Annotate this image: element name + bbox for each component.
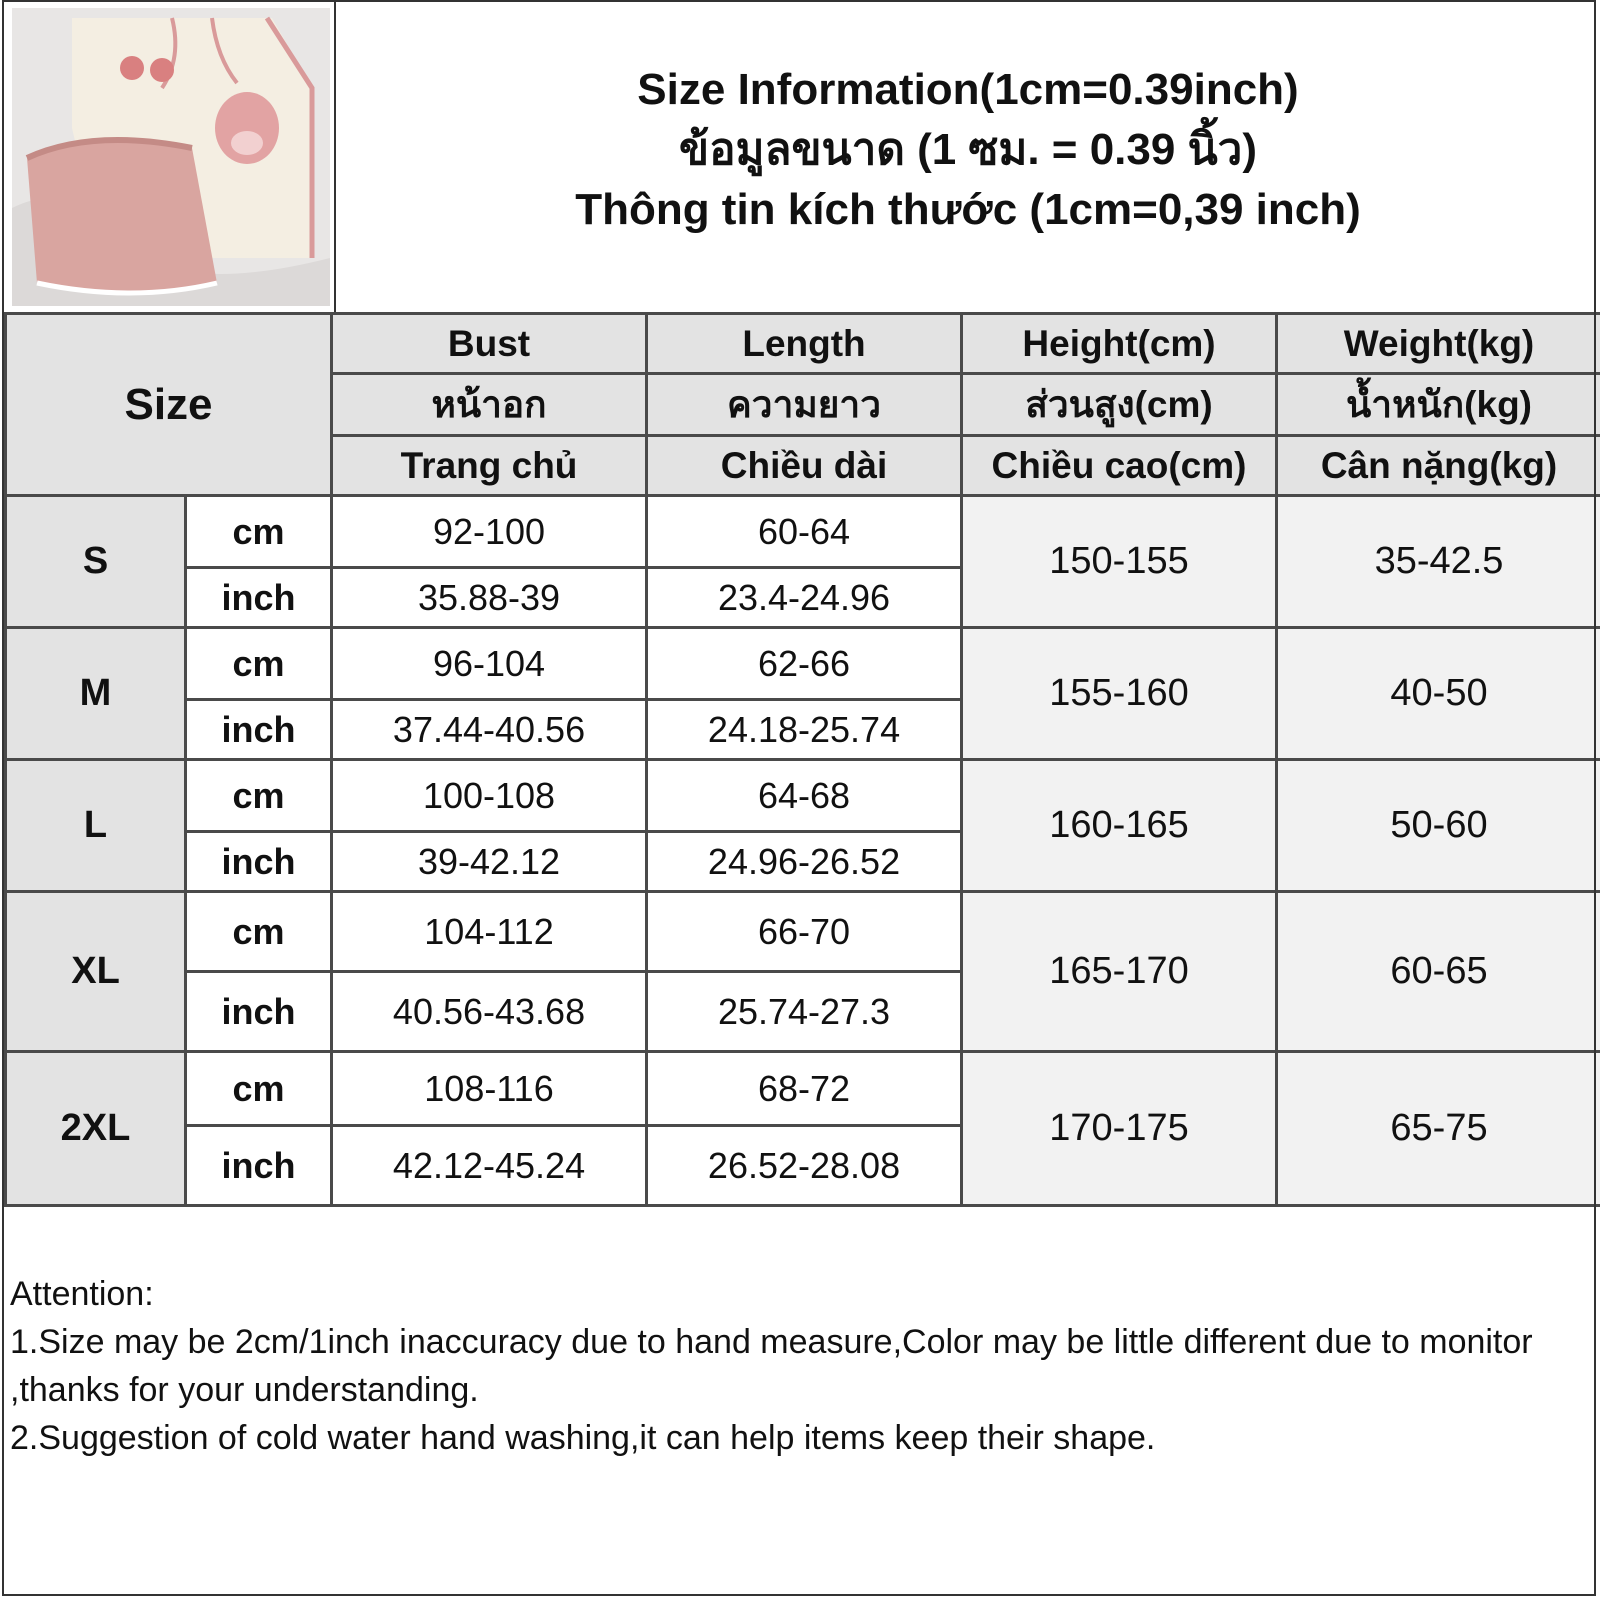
height-cell: 150-155	[962, 496, 1277, 628]
table-row	[6, 1052, 1600, 1126]
unit-inch-cell: inch	[186, 568, 332, 628]
pajama-set-photo-icon	[12, 8, 330, 306]
column-header-length-th: ความยาว	[647, 374, 962, 436]
column-header-bust-en: Bust	[332, 314, 647, 374]
bust-inch-cell: 42.12-45.24	[332, 1126, 647, 1206]
size-info-title	[336, 60, 1600, 240]
bust-cm-cell: 100-108	[332, 760, 647, 832]
unit-cm-cell: cm	[186, 760, 332, 832]
length-inch-cell: 25.74-27.3	[647, 972, 962, 1052]
height-cell: 165-170	[962, 892, 1277, 1052]
bust-inch-cell: 40.56-43.68	[332, 972, 647, 1052]
length-cm-cell: 60-64	[647, 496, 962, 568]
height-cell: 170-175	[962, 1052, 1277, 1206]
unit-cm-cell: cm	[186, 496, 332, 568]
column-header-bust-th: หน้าอก	[332, 374, 647, 436]
product-photo	[12, 8, 330, 306]
length-inch-cell: 26.52-28.08	[647, 1126, 962, 1206]
bust-cm-cell: 104-112	[332, 892, 647, 972]
size-label-cell: M	[6, 628, 186, 760]
weight-cell: 35-42.5	[1277, 496, 1600, 628]
bust-cm-cell: 108-116	[332, 1052, 647, 1126]
weight-cell: 40-50	[1277, 628, 1600, 760]
bust-inch-cell: 35.88-39	[332, 568, 647, 628]
weight-cell: 60-65	[1277, 892, 1600, 1052]
column-header-bust-vi: Trang chủ	[332, 436, 647, 496]
unit-cm-cell: cm	[186, 1052, 332, 1126]
column-header-weight-vi: Cân nặng(kg)	[1277, 436, 1600, 496]
attention-notes	[10, 1270, 1590, 1462]
notes-line-2: 2.Suggestion of cold water hand washing,it can help items keep their shape.	[10, 1419, 1156, 1457]
size-table	[4, 312, 1600, 1207]
column-header-weight-en: Weight(kg)	[1277, 314, 1600, 374]
length-inch-cell: 24.18-25.74	[647, 700, 962, 760]
bust-inch-cell: 39-42.12	[332, 832, 647, 892]
title-english: Size Information(1cm=0.39inch)	[637, 65, 1299, 114]
size-label-cell: S	[6, 496, 186, 628]
size-label-cell: 2XL	[6, 1052, 186, 1206]
table-row	[6, 760, 1600, 832]
table-row	[6, 496, 1600, 568]
height-cell: 155-160	[962, 628, 1277, 760]
size-table-body	[6, 314, 1600, 1206]
length-inch-cell: 24.96-26.52	[647, 832, 962, 892]
length-cm-cell: 66-70	[647, 892, 962, 972]
bust-cm-cell: 92-100	[332, 496, 647, 568]
unit-inch-cell: inch	[186, 972, 332, 1052]
weight-cell: 50-60	[1277, 760, 1600, 892]
notes-line-1: 1.Size may be 2cm/1inch inaccuracy due to hand measure,Color may be little different due to monitor ,thanks for your understanding.	[10, 1323, 1533, 1409]
column-header-height-th: ส่วนสูง(cm)	[962, 374, 1277, 436]
table-row	[6, 628, 1600, 700]
title-thai: ข้อมูลขนาด (1 ซม. = 0.39 นิ้ว)	[678, 125, 1257, 174]
notes-heading: Attention:	[10, 1275, 154, 1313]
bust-cm-cell: 96-104	[332, 628, 647, 700]
length-cm-cell: 62-66	[647, 628, 962, 700]
unit-inch-cell: inch	[186, 700, 332, 760]
size-header: Size	[6, 314, 332, 496]
unit-cm-cell: cm	[186, 892, 332, 972]
column-header-height-vi: Chiều cao(cm)	[962, 436, 1277, 496]
weight-cell: 65-75	[1277, 1052, 1600, 1206]
column-header-length-vi: Chiều dài	[647, 436, 962, 496]
bust-inch-cell: 37.44-40.56	[332, 700, 647, 760]
height-cell: 160-165	[962, 760, 1277, 892]
length-inch-cell: 23.4-24.96	[647, 568, 962, 628]
column-header-height-en: Height(cm)	[962, 314, 1277, 374]
header-row-en	[6, 314, 1600, 374]
length-cm-cell: 68-72	[647, 1052, 962, 1126]
length-cm-cell: 64-68	[647, 760, 962, 832]
size-label-cell: XL	[6, 892, 186, 1052]
unit-cm-cell: cm	[186, 628, 332, 700]
title-vietnamese: Thông tin kích thước (1cm=0,39 inch)	[575, 185, 1361, 234]
size-label-cell: L	[6, 760, 186, 892]
table-row	[6, 892, 1600, 972]
column-header-weight-th: น้ำหนัก(kg)	[1277, 374, 1600, 436]
unit-inch-cell: inch	[186, 832, 332, 892]
unit-inch-cell: inch	[186, 1126, 332, 1206]
column-header-length-en: Length	[647, 314, 962, 374]
